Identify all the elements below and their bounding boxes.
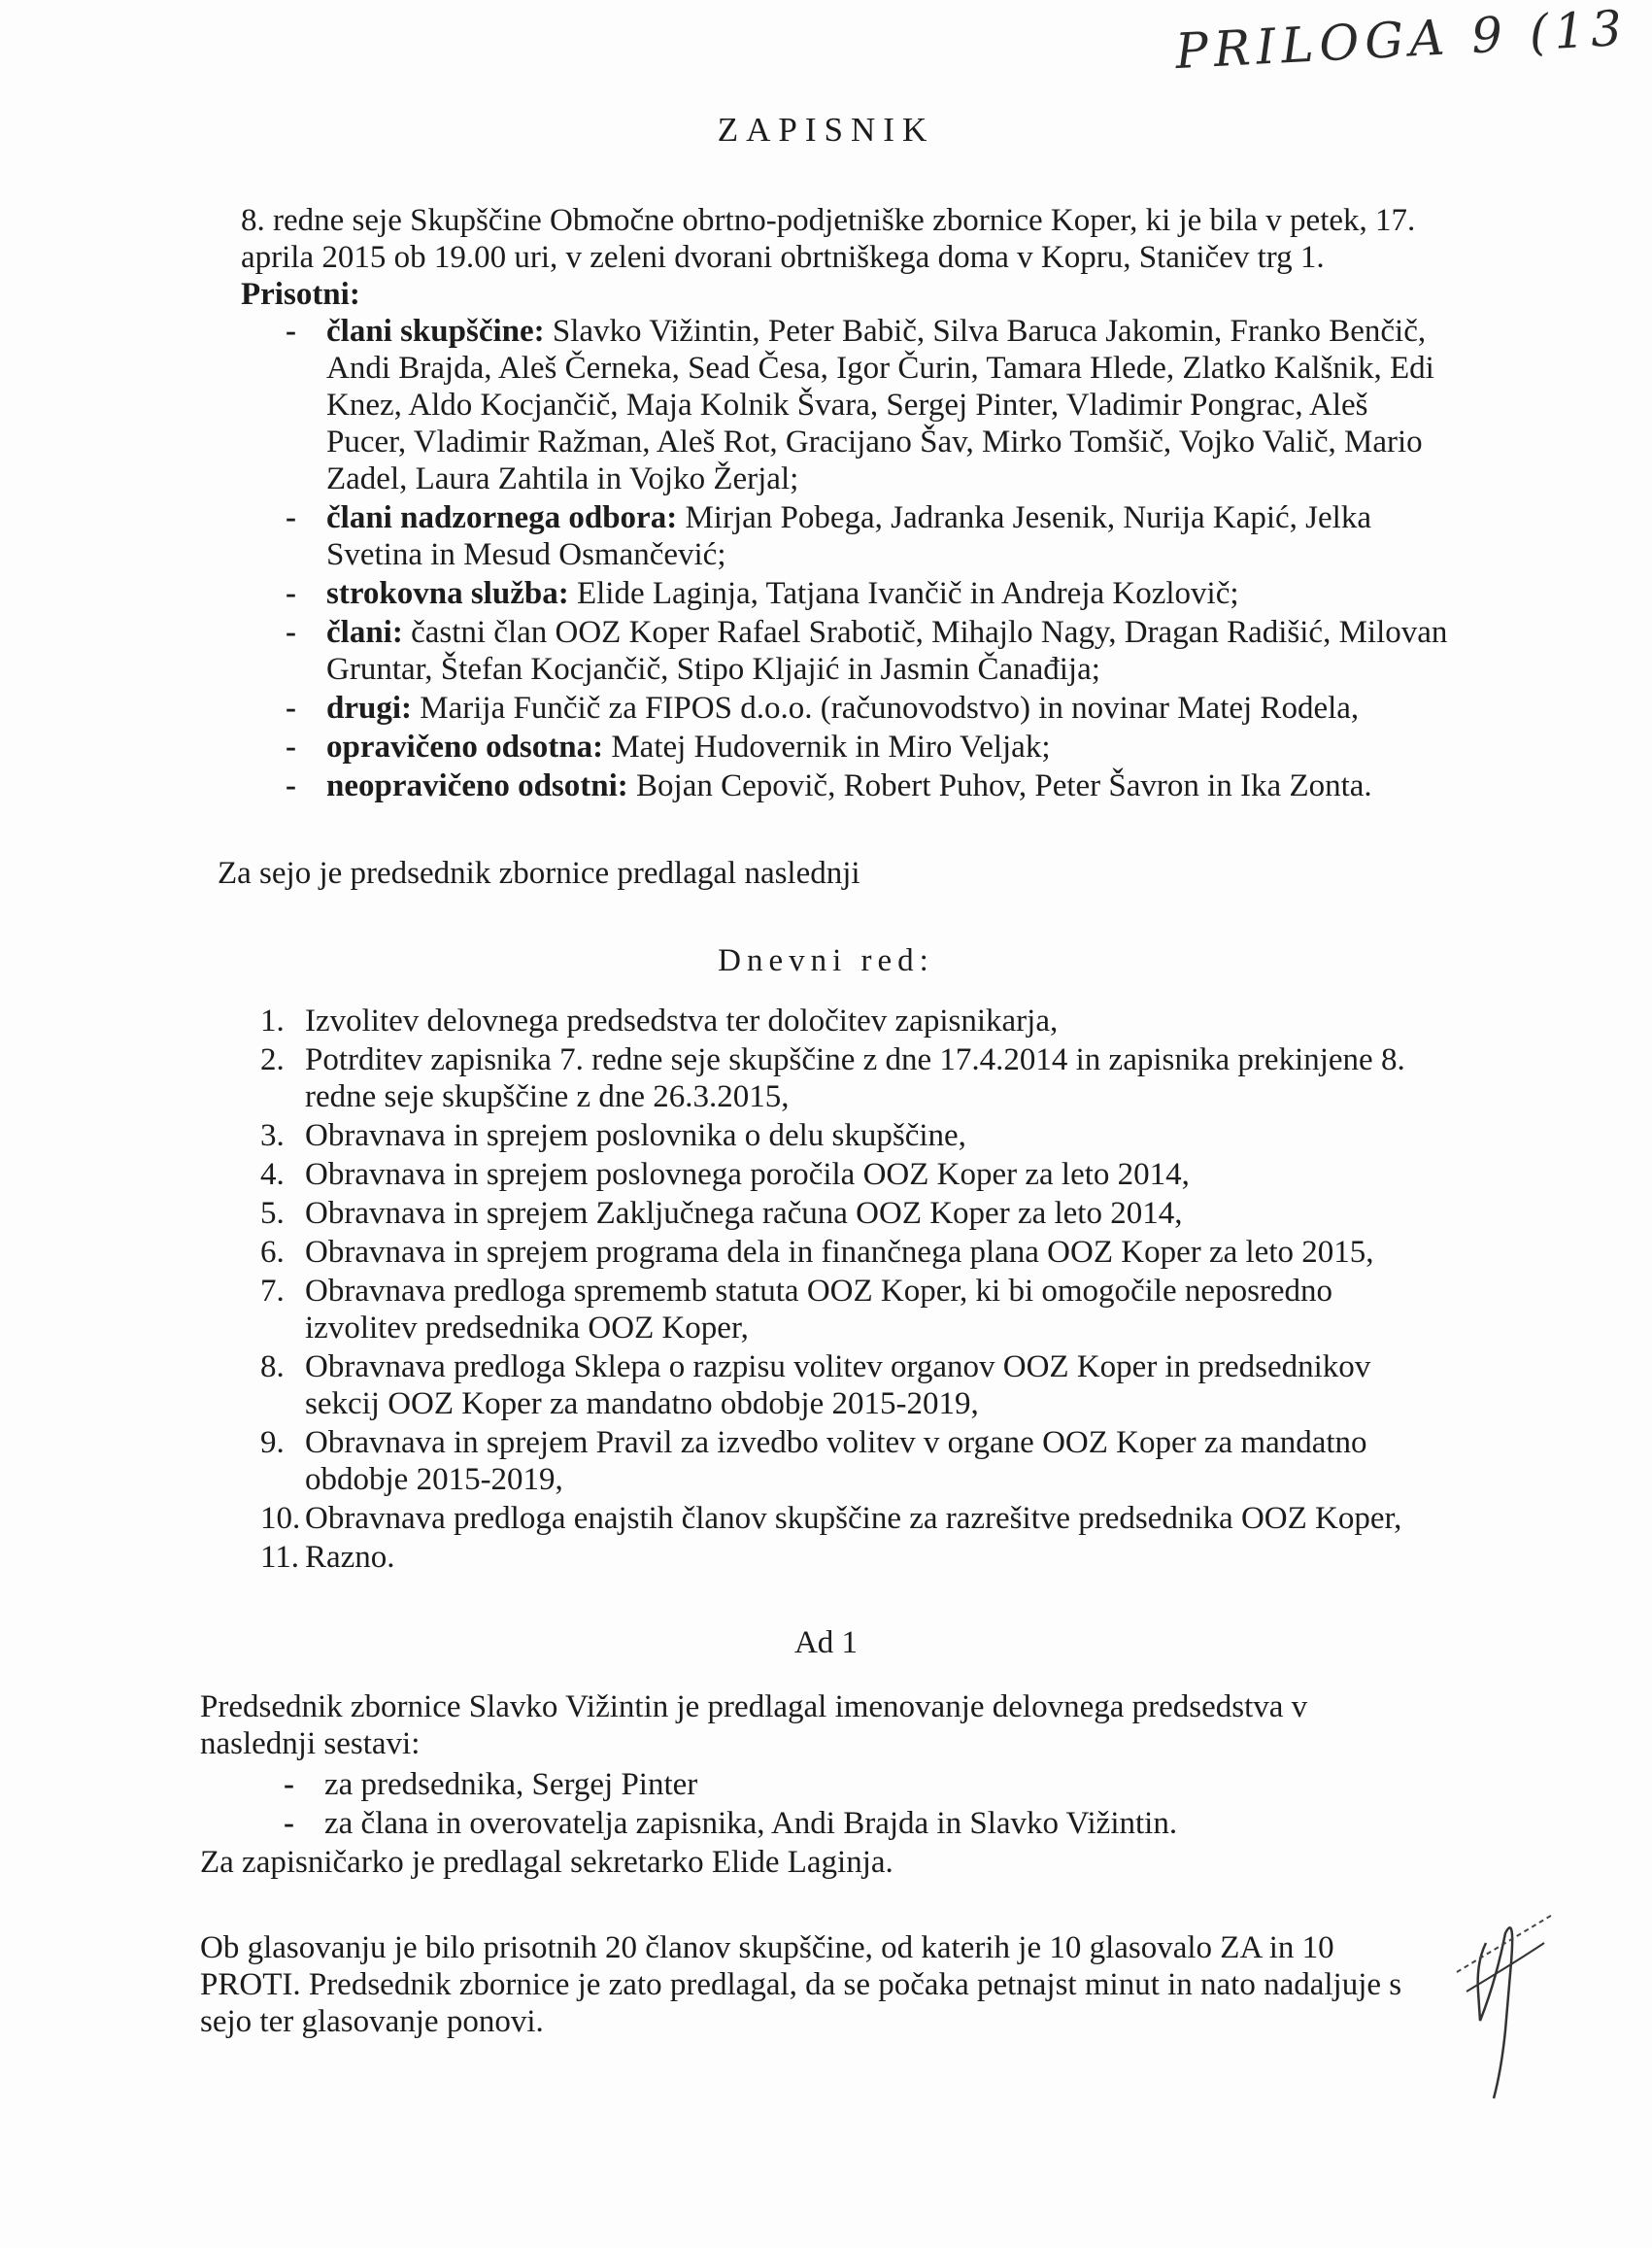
agenda-item [260, 1156, 1445, 1193]
agenda-item-text: Potrditev zapisnika 7. redne seje skupščine z dne 17.4.2014 in zapisnika prekinjene 8. redne seje skupščine z dne 26.3.2015, [305, 1042, 1405, 1114]
attendee-group-text: Slavko Vižintin, Peter Babič, Silva Baruca Jakomin, Franko Benčič, Andi Brajda, Aleš Černeka, Sead Česa, Igor Čurin, Tamara Hlede, Zlatko Kalšnik, Edi Knez, Aldo Kocjančič, Maja Kolnik Švara, Sergej Pinter, Vladimir Pongrac, Aleš Pucer, Vladimir Ražman, Aleš Rot, Gracijano Šav, Mirko Tomšič, Vojko Valič, Mario Zadel, Laura Zahtila in Vojko Žerjal; [326, 314, 1434, 496]
intro-line-1: 8. redne seje Skupščine Območne obrtno-podjetniške zbornice Koper, ki je bila v petek, 17. [241, 203, 1416, 238]
attendee-group-label: strokovna služba: [326, 576, 569, 611]
attendee-group-text: Matej Hudovernik in Miro Veljak; [611, 730, 1051, 765]
attendees-list [268, 313, 1453, 806]
handwritten-signature [1437, 1875, 1593, 2108]
handwritten-annotation: PRILOGA 9 (13 [1173, 0, 1630, 81]
agenda-item-text: Obravnava in sprejem programa dela in finančnega plana OOZ Koper za leto 2015, [305, 1235, 1374, 1270]
attendee-group-label: člani nadzornega odbora: [326, 500, 678, 535]
attendee-group [268, 729, 1453, 766]
attendee-group-text: Mirjan Pobega, Jadranka Jesenik, Nurija Kapić, Jelka Svetina in Mesud Osmančević; [326, 500, 1371, 572]
attendee-group-label: člani skupščine: [326, 314, 545, 349]
agenda-item-number: 8. [260, 1349, 285, 1384]
present-label: Prisotni: [241, 277, 360, 312]
attendee-group-text: Bojan Cepovič, Robert Puhov, Peter Šavron in Ika Zonta. [636, 768, 1372, 803]
attendee-group [268, 767, 1453, 804]
agenda-item-number: 10. [260, 1501, 301, 1536]
agenda-item-text: Obravnava in sprejem poslovnika o delu skupščine, [305, 1118, 966, 1153]
attendee-group-text: Elide Laginja, Tatjana Ivančič in Andreja Kozlovič; [576, 576, 1239, 611]
attendee-group [268, 614, 1453, 688]
agenda-item-text: Obravnava predloga sprememb statuta OOZ Koper, ki bi omogočile neposredno izvolitev predsednika OOZ Koper, [305, 1274, 1333, 1345]
agenda-item-text: Razno. [305, 1540, 395, 1575]
agenda-list [260, 1003, 1445, 1578]
agenda-item [260, 1195, 1445, 1232]
agenda-item-text: Izvolitev delovnega predsedstva ter določitev zapisnikarja, [305, 1004, 1059, 1039]
agenda-item-text: Obravnava in sprejem poslovnega poročila OOZ Koper za leto 2014, [305, 1157, 1190, 1192]
agenda-item [260, 1041, 1445, 1115]
agenda-item [260, 1348, 1445, 1422]
agenda-item-number: 5. [260, 1196, 285, 1231]
agenda-item [260, 1003, 1445, 1039]
attendee-group [268, 575, 1453, 612]
ad1-intro: Predsednik zbornice Slavko Vižintin je predlagal imenovanje delovnega predsedstva v naslednji sestavi: [200, 1689, 1308, 1761]
intro-paragraph [241, 202, 1435, 313]
attendee-group-label: člani: [326, 615, 403, 650]
agenda-item-number: 1. [260, 1004, 285, 1039]
agenda-item [260, 1234, 1445, 1271]
page-title: ZAPISNIK [717, 111, 935, 149]
agenda-item [260, 1424, 1445, 1498]
agenda-item-number: 4. [260, 1157, 285, 1192]
agenda-item-text: Obravnava predloga enajstih članov skupščine za razrešitve predsednika OOZ Koper, [305, 1501, 1402, 1536]
agenda-item-text: Obravnava in sprejem Pravil za izvedbo volitev v organe OOZ Koper za mandatno obdobje 2015-2019, [305, 1425, 1367, 1497]
attendee-group-label: drugi: [326, 691, 413, 726]
agenda-item [260, 1500, 1445, 1537]
proposal-line: Za sejo je predsednik zbornice predlagal naslednji [218, 856, 860, 891]
agenda-item [260, 1117, 1445, 1154]
agenda-item-number: 11. [260, 1540, 300, 1575]
attendee-group [268, 690, 1453, 727]
agenda-item [260, 1539, 1445, 1576]
agenda-item-text: Obravnava predloga Sklepa o razpisu volitev organov OOZ Koper in predsednikov sekcij OOZ Koper za mandatno obdobje 2015-2019, [305, 1349, 1371, 1421]
attendee-group-label: neopravičeno odsotni: [326, 768, 628, 803]
ad1-item: - za člana in overovatelja zapisnika, Andi Brajda in Slavko Vižintin. [266, 1805, 1424, 1842]
agenda-item-number: 6. [260, 1235, 285, 1270]
ad1-section [200, 1688, 1424, 1881]
agenda-item [260, 1273, 1445, 1346]
agenda-item-number: 2. [260, 1042, 285, 1077]
attendee-group-label: opravičeno odsotna: [326, 730, 604, 765]
attendee-group [268, 499, 1453, 573]
ad1-item: - za predsednika, Sergej Pinter [266, 1766, 1424, 1803]
agenda-item-number: 3. [260, 1118, 285, 1153]
ad1-recorder: Za zapisničarko je predlagal sekretarko Elide Laginja. [200, 1845, 893, 1880]
intro-line-2: aprila 2015 ob 19.00 uri, v zeleni dvorani obrtniškega doma v Kopru, Staničev trg 1. [241, 240, 1325, 275]
ad-heading: Ad 1 [793, 1625, 859, 1660]
attendee-group [268, 313, 1453, 497]
agenda-item-number: 7. [260, 1274, 285, 1309]
attendee-group-text: častni član OOZ Koper Rafael Srabotič, Mihajlo Nagy, Dragan Radišić, Milovan Gruntar, Štefan Kocjančič, Stipo Kljajić in Jasmin Čanađija; [326, 615, 1448, 687]
vote-paragraph: Ob glasovanju je bilo prisotnih 20 članov skupščine, od katerih je 10 glasovalo ZA in 10 PROTI. Predsednik zbornice je zato predlagal, da se počaka petnajst minut in nato nadaljuje s sejo ter glasovanje ponovi. [200, 1930, 1402, 2039]
agenda-heading: Dnevni red: [718, 943, 934, 978]
agenda-item-number: 9. [260, 1425, 285, 1460]
agenda-item-text: Obravnava in sprejem Zaključnega računa OOZ Koper za leto 2014, [305, 1196, 1183, 1231]
attendee-group-text: Marija Funčič za FIPOS d.o.o. (računovodstvo) in novinar Matej Rodela, [420, 691, 1360, 726]
